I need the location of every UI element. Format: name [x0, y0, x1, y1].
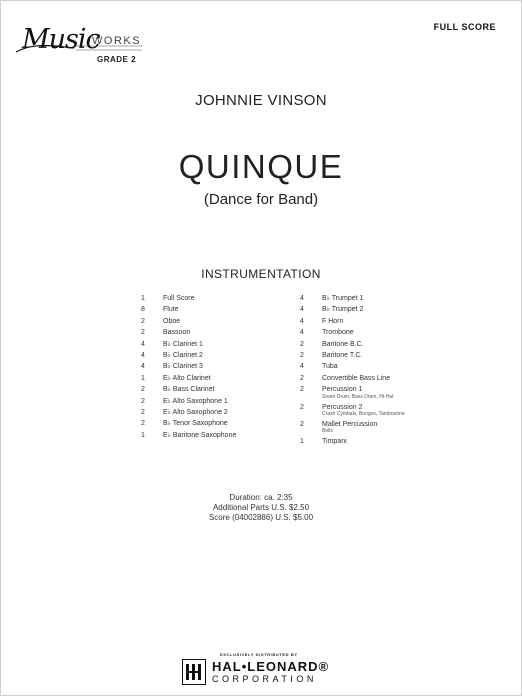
instrument-name: Oboe	[163, 317, 181, 325]
instrument-row	[141, 418, 236, 429]
instrument-row	[300, 419, 405, 436]
instrument-quantity: 1	[300, 438, 304, 446]
instrument-detail: Crash Cymbals, Bongos, Tambourine	[322, 411, 405, 418]
composer-name: JOHNNIE VINSON	[195, 92, 327, 109]
instrument-name: Trombone	[322, 329, 354, 337]
instrumentation-heading: INSTRUMENTATION	[201, 267, 321, 281]
instrument-quantity: 4	[300, 363, 304, 371]
instrument-row	[300, 402, 405, 419]
instrument-name: B♭ Bass Clarinet	[163, 386, 215, 394]
instrument-name: Percussion 2	[322, 403, 363, 411]
instrument-quantity: 2	[141, 317, 145, 325]
instrument-row	[300, 350, 405, 361]
instrument-row	[300, 361, 405, 372]
instrument-quantity: 4	[300, 306, 304, 314]
instrument-name: B♭ Trumpet 2	[322, 306, 364, 314]
instrument-name: E♭ Baritone Saxophone	[163, 431, 237, 439]
piece-title: QUINQUE	[178, 148, 344, 185]
hal-leonard-mark-icon	[182, 659, 206, 685]
instrument-row	[141, 361, 236, 372]
instrument-quantity: 2	[300, 403, 304, 411]
instrument-quantity: 2	[141, 420, 145, 428]
instrument-row	[300, 327, 405, 338]
instrument-quantity: 4	[141, 352, 145, 360]
instrument-row	[300, 304, 405, 315]
instrument-quantity: 1	[141, 431, 145, 439]
pricing-block	[0, 493, 522, 523]
instrument-row	[141, 316, 236, 327]
instrument-name: Bassoon	[163, 329, 191, 337]
instrument-row	[141, 430, 236, 441]
instrument-name: E♭ Alto Saxophone 1	[163, 397, 228, 405]
instrument-quantity: 1	[141, 295, 145, 302]
score-price: Score (04002886) U.S. $5.00	[208, 513, 314, 522]
instrument-quantity: 2	[141, 397, 145, 405]
instrument-quantity: 2	[141, 329, 145, 337]
instrument-name: B♭ Clarinet 1	[163, 340, 203, 348]
instrument-row	[141, 373, 236, 384]
instrument-quantity: 2	[300, 352, 304, 360]
instrument-quantity: 2	[300, 386, 304, 394]
instrument-name: B♭ Trumpet 1	[322, 295, 364, 302]
instrument-name: B♭ Clarinet 2	[163, 352, 203, 360]
instrument-name: Tuba	[322, 363, 338, 371]
instrument-quantity: 2	[141, 386, 145, 394]
instrument-name: Timpani	[322, 438, 347, 446]
instrument-row	[141, 350, 236, 361]
instrument-row	[300, 316, 405, 327]
instrument-row	[300, 436, 405, 447]
instrument-quantity: 4	[300, 295, 304, 302]
instrument-row	[141, 327, 236, 338]
instrument-detail: Bells	[322, 428, 333, 435]
instrument-name: Full Score	[163, 295, 195, 302]
instrument-row	[141, 339, 236, 350]
instrument-name: Baritone T.C.	[322, 352, 363, 360]
instrument-row	[141, 407, 236, 418]
grade-label: GRADE 2	[97, 55, 137, 64]
instrument-quantity: 2	[141, 409, 145, 417]
instrument-list-left	[141, 293, 236, 441]
duration-text: Duration: ca. 2:35	[229, 493, 293, 502]
instrument-quantity: 8	[141, 306, 145, 314]
instrument-name: Flute	[163, 306, 179, 314]
instrument-row	[141, 293, 236, 304]
instrument-quantity: 4	[300, 317, 304, 325]
instrument-quantity: 4	[300, 329, 304, 337]
publisher-tagline: EXCLUSIVELY DISTRIBUTED BY	[220, 652, 298, 657]
instrument-name: F Horn	[322, 317, 344, 325]
instrument-row	[300, 373, 405, 384]
instrument-quantity: 4	[141, 340, 145, 348]
publisher-corporation: CORPORATION	[212, 674, 317, 684]
instrument-row	[141, 304, 236, 315]
instrument-name: B♭ Clarinet 3	[163, 363, 203, 371]
logo-works-text: WORKS	[92, 35, 142, 47]
instrument-row	[141, 384, 236, 395]
instrument-quantity: 4	[141, 363, 145, 371]
logo-script-text: Music	[22, 24, 100, 55]
instrument-quantity: 1	[141, 374, 145, 382]
instrument-list-right	[300, 293, 405, 448]
score-type-label: FULL SCORE	[433, 22, 496, 32]
instrument-name: Percussion 1	[322, 386, 363, 394]
instrument-row	[300, 293, 405, 304]
instrument-detail: Snare Drum, Bass Drum, Hi-Hat	[322, 393, 394, 400]
instrument-name: Baritone B.C.	[322, 340, 364, 348]
publisher-name: HAL•LEONARD®	[212, 659, 330, 674]
instrument-name: E♭ Alto Saxophone 2	[163, 409, 228, 417]
additional-parts-price: Additional Parts U.S. $2.50	[212, 503, 310, 512]
instrument-row	[141, 396, 236, 407]
publisher-logo	[182, 652, 352, 688]
instrument-name: Convertible Bass Line	[322, 374, 391, 382]
instrument-name: Mallet Percussion	[322, 421, 378, 429]
instrument-quantity: 2	[300, 340, 304, 348]
instrument-row	[300, 384, 405, 401]
instrument-quantity: 2	[300, 374, 304, 382]
instrument-row	[300, 339, 405, 350]
instrument-name: E♭ Alto Clarinet	[163, 374, 211, 382]
musicworks-logo	[14, 24, 149, 72]
instrument-quantity: 2	[300, 421, 304, 429]
piece-subtitle: (Dance for Band)	[203, 191, 319, 208]
instrument-name: B♭ Tenor Saxophone	[163, 420, 228, 428]
